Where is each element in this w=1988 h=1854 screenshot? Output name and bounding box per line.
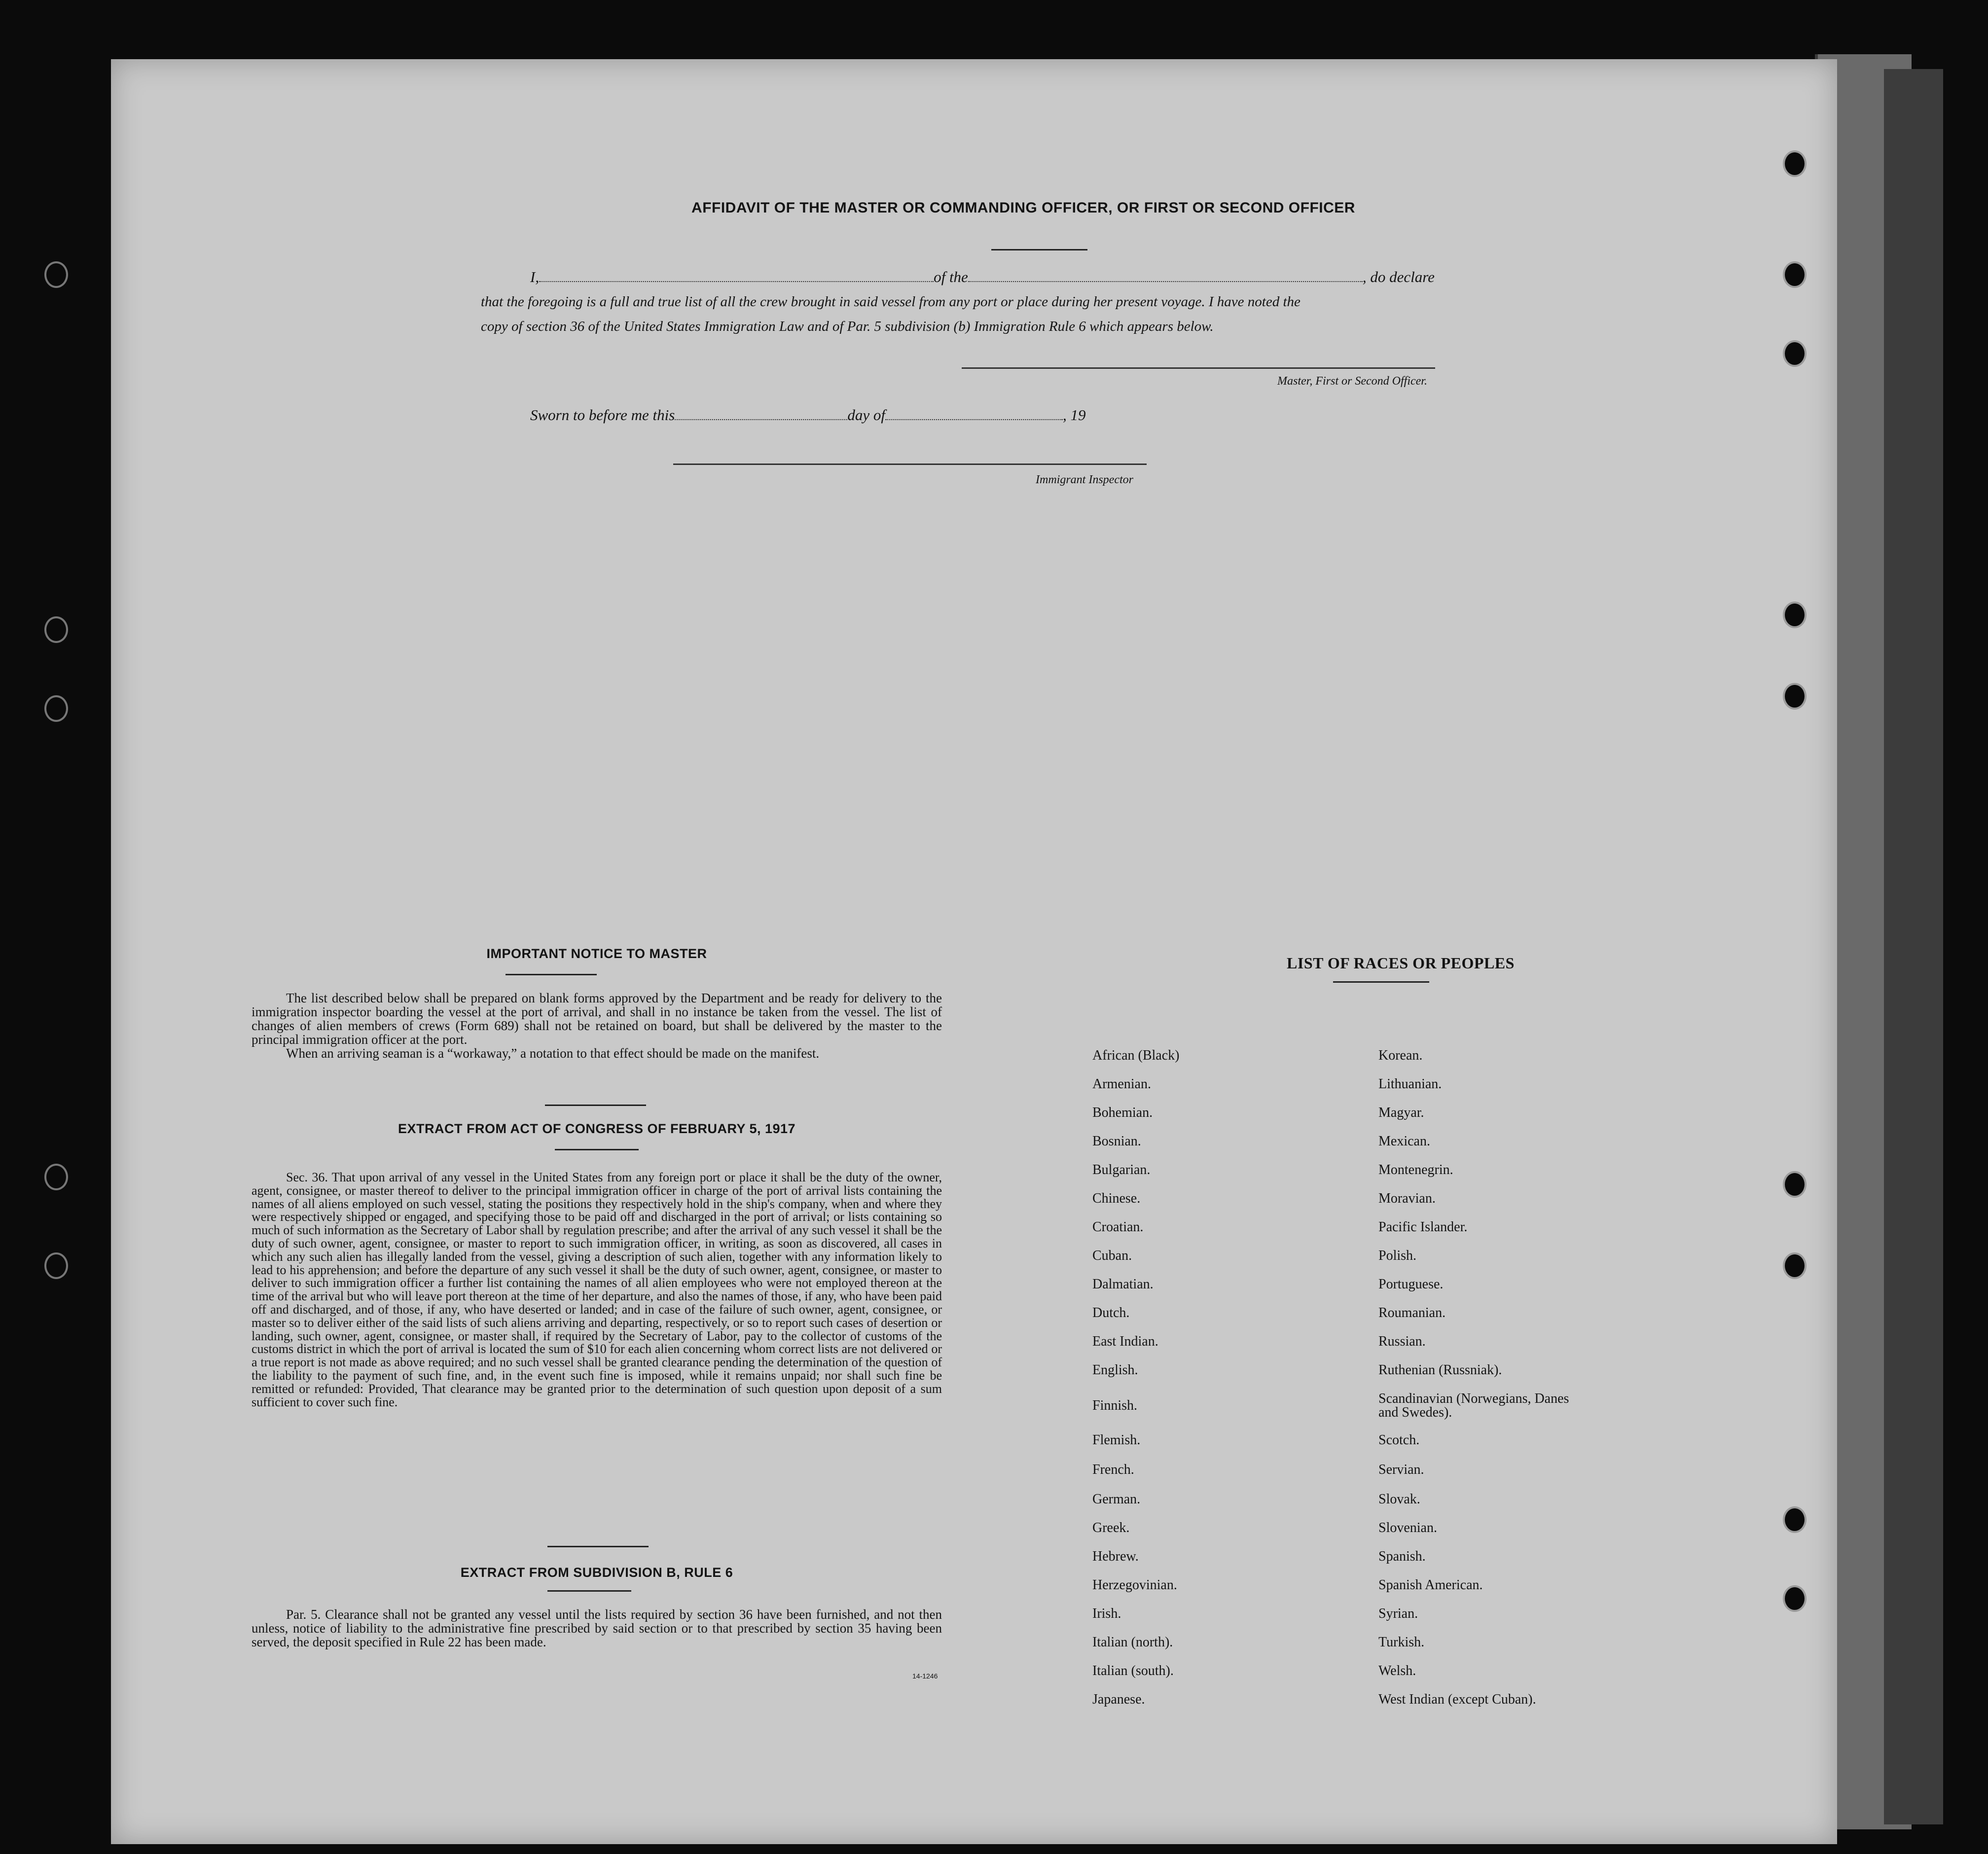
race-item: Slovenian. [1378, 1520, 1437, 1535]
races-title: LIST OF RACES OR PEOPLES [1287, 954, 1515, 972]
race-item: Welsh. [1378, 1663, 1416, 1678]
race-item: Russian. [1378, 1334, 1426, 1349]
affidavit-title: AFFIDAVIT OF THE MASTER OR COMMANDING OFFICER, OR FIRST OR SECOND OFFICER [691, 200, 1355, 216]
race-item: Japanese. [1092, 1692, 1145, 1707]
sworn-year: , 19 [1062, 406, 1086, 424]
race-item: Mexican. [1378, 1134, 1430, 1149]
races-rule [1333, 981, 1429, 983]
race-item: Servian. [1378, 1462, 1424, 1477]
race-item: Bosnian. [1092, 1134, 1141, 1149]
punch-hole [1783, 261, 1807, 288]
race-item: Spanish. [1378, 1549, 1426, 1564]
race-item: Polish. [1378, 1248, 1417, 1263]
affidavit-declare: , do declare [1362, 268, 1435, 285]
background-binder [1884, 69, 1943, 1824]
race-item: Dalmatian. [1092, 1277, 1154, 1292]
race-item: Lithuanian. [1378, 1076, 1442, 1092]
punch-hole [1783, 602, 1807, 628]
sworn-line [481, 404, 1171, 426]
race-item: Chinese. [1092, 1191, 1141, 1206]
race-item: Roumanian. [1378, 1305, 1446, 1320]
punch-hole [1783, 1585, 1807, 1612]
punch-hole [44, 261, 68, 288]
race-item: Italian (north). [1092, 1635, 1173, 1650]
document-page [111, 59, 1837, 1844]
race-item: Italian (south). [1092, 1663, 1174, 1678]
race-item: Dutch. [1092, 1305, 1130, 1320]
affidavit-line-3: copy of section 36 of the United States Immigration Law and of Par. 5 subdivision (b) Immigration Rule 6 which appears below. [481, 319, 1214, 334]
race-item: Moravian. [1378, 1191, 1436, 1206]
notice-rule [545, 1105, 646, 1106]
race-item: Bohemian. [1092, 1105, 1153, 1120]
extract-2-text: Par. 5. Clearance shall not be granted any vessel until the lists required by section 36 have been furnished, and not then unless, notice of liability to the administrative fine prescribed by said section or to that prescribed by section 35 having been served, the deposit specified in Rule 22 has been made. [252, 1607, 942, 1649]
punch-hole [1783, 150, 1807, 177]
form-number: 14-1246 [912, 1672, 938, 1680]
race-item: Korean. [1378, 1048, 1423, 1063]
punch-hole [1783, 1171, 1807, 1198]
affidavit-of-the: of the [934, 268, 968, 285]
race-item: Croatian. [1092, 1219, 1144, 1235]
race-item: Spanish American. [1378, 1577, 1483, 1593]
race-item: Armenian. [1092, 1076, 1151, 1092]
sworn-day-of: day of [847, 406, 885, 424]
race-item: African (Black) [1092, 1048, 1180, 1063]
race-item: Ruthenian (Russniak). [1378, 1362, 1502, 1378]
race-item: West Indian (except Cuban). [1378, 1692, 1536, 1707]
race-item: Herzegovinian. [1092, 1577, 1177, 1593]
race-item: French. [1092, 1462, 1134, 1477]
inspector-label: Immigrant Inspector [1036, 473, 1133, 486]
race-item: Portuguese. [1378, 1277, 1444, 1292]
title-rule [991, 249, 1087, 250]
extract-rule [547, 1546, 649, 1547]
race-item: Slovak. [1378, 1492, 1420, 1507]
race-item: Cuban. [1092, 1248, 1132, 1263]
notice-paragraph-1: The list described below shall be prepared on blank forms approved by the Department and be ready for delivery to the immigration inspector boarding the vessel at the port of arrival, and shall in no instance be taken from the vessel. The list of changes of alien members of crews (Form 689) shall not be retained on board, but shall be delivered by the master to the principal immigration officer at the port. [252, 991, 942, 1047]
notice-title: IMPORTANT NOTICE TO MASTER [486, 946, 707, 961]
race-item: Syrian. [1378, 1606, 1418, 1621]
race-item: Scotch. [1378, 1432, 1420, 1448]
race-item: German. [1092, 1492, 1141, 1507]
race-item: Pacific Islander. [1378, 1219, 1468, 1235]
race-item: East Indian. [1092, 1334, 1158, 1349]
race-item: Finnish. [1092, 1398, 1138, 1413]
master-label: Master, First or Second Officer. [1277, 375, 1427, 388]
punch-hole [44, 1252, 68, 1279]
sworn-month-blank[interactable] [885, 419, 1063, 420]
race-item: Magyar. [1378, 1105, 1424, 1120]
extract-rule [547, 1590, 631, 1592]
notice-body [252, 991, 942, 1060]
extract-2-body [252, 1607, 942, 1649]
race-item: Flemish. [1092, 1432, 1141, 1448]
punch-hole [1783, 1506, 1807, 1533]
notice-paragraph-2: When an arriving seaman is a “workaway,” a notation to that effect should be made on the manifest. [286, 1046, 820, 1061]
extract-2-title: EXTRACT FROM SUBDIVISION B, RULE 6 [460, 1565, 733, 1580]
race-item: Scandinavian (Norwegians, Danes and Swedes). [1378, 1391, 1569, 1420]
punch-hole [44, 1164, 68, 1190]
race-item: English. [1092, 1362, 1138, 1378]
master-signature-line[interactable] [962, 367, 1435, 369]
vessel-blank[interactable] [968, 281, 1363, 282]
affidavit-line-2: that the foregoing is a full and true list of all the crew brought in said vessel from any port or place during her present voyage. I have noted the [481, 294, 1301, 310]
punch-hole [1783, 340, 1807, 367]
extract-rule [555, 1149, 639, 1150]
affidavit-line-1 [481, 266, 1566, 288]
punch-hole [1783, 683, 1807, 710]
race-item: Irish. [1092, 1606, 1121, 1621]
inspector-signature-line[interactable] [673, 464, 1147, 465]
sworn-day-blank[interactable] [675, 419, 847, 420]
extract-1-body [252, 1171, 942, 1409]
notice-rule [506, 974, 597, 975]
punch-hole [1783, 1252, 1807, 1279]
extract-1-text: Sec. 36. That upon arrival of any vessel in the United States from any foreign port or place it shall be the duty of the owner, agent, consignee, or master thereof to deliver to the principal immigration officer in charge of the port of arrival lists containing the names of all aliens employed on such vessel, stating the positions they respectively hold in the ship's company, when and where they were respectively shipped or engaged, and specifying those to be paid off and discharged in the port of arrival; or lists containing so much of such information as the Secretary of Labor shall by regulation prescribe; and after the arrival of any such vessel it shall be the duty of such owner, agent, consignee, or master to report to such immigration officer, in writing, as soon as discovered, all cases in which any such alien has illegally landed from the vessel, giving a description of such alien, together with any information likely to lead to his apprehension; and before the departure of any such vessel it shall be the duty of such owner, agent, consignee, or master to deliver to such immigration officer a further list containing the names of all alien employees who were not employed thereon at the time of the arrival but who will leave port thereon at the time of her departure, and also the names of those, if any, who have been paid off and discharged, and of those, if any, who have deserted or landed; and in case of the failure of such owner, agent, consignee, or master so to deliver either of the said lists of such aliens arriving and departing, respectively, or so to report such cases of desertion or landing, such owner, agent, consignee, or master shall, if required by the Secretary of Labor, pay to the collector of customs of the customs district in which the port of arrival is located the sum of $10 for each alien concerning whom correct lists are not delivered or a true report is not made as above required; and no such vessel shall be granted clearance pending the determination of the question of the liability to the payment of such fine, and, in the event such fine is imposed, while it remains unpaid; nor shall such fine be remitted or refunded: Provided, That clearance may be granted prior to the determination of such question upon deposit of a sum sufficient to cover such fine. [252, 1170, 942, 1409]
affidavit-i: I, [530, 268, 540, 285]
punch-hole [44, 695, 68, 722]
race-item: Hebrew. [1092, 1549, 1139, 1564]
race-item: Montenegrin. [1378, 1162, 1453, 1177]
race-item: Turkish. [1378, 1635, 1425, 1650]
punch-hole [44, 616, 68, 643]
extract-1-title: EXTRACT FROM ACT OF CONGRESS OF FEBRUARY 5, 1917 [398, 1121, 796, 1136]
race-item: Greek. [1092, 1520, 1130, 1535]
race-item: Bulgarian. [1092, 1162, 1151, 1177]
sworn-text: Sworn to before me this [530, 406, 675, 424]
name-blank[interactable] [539, 281, 934, 282]
